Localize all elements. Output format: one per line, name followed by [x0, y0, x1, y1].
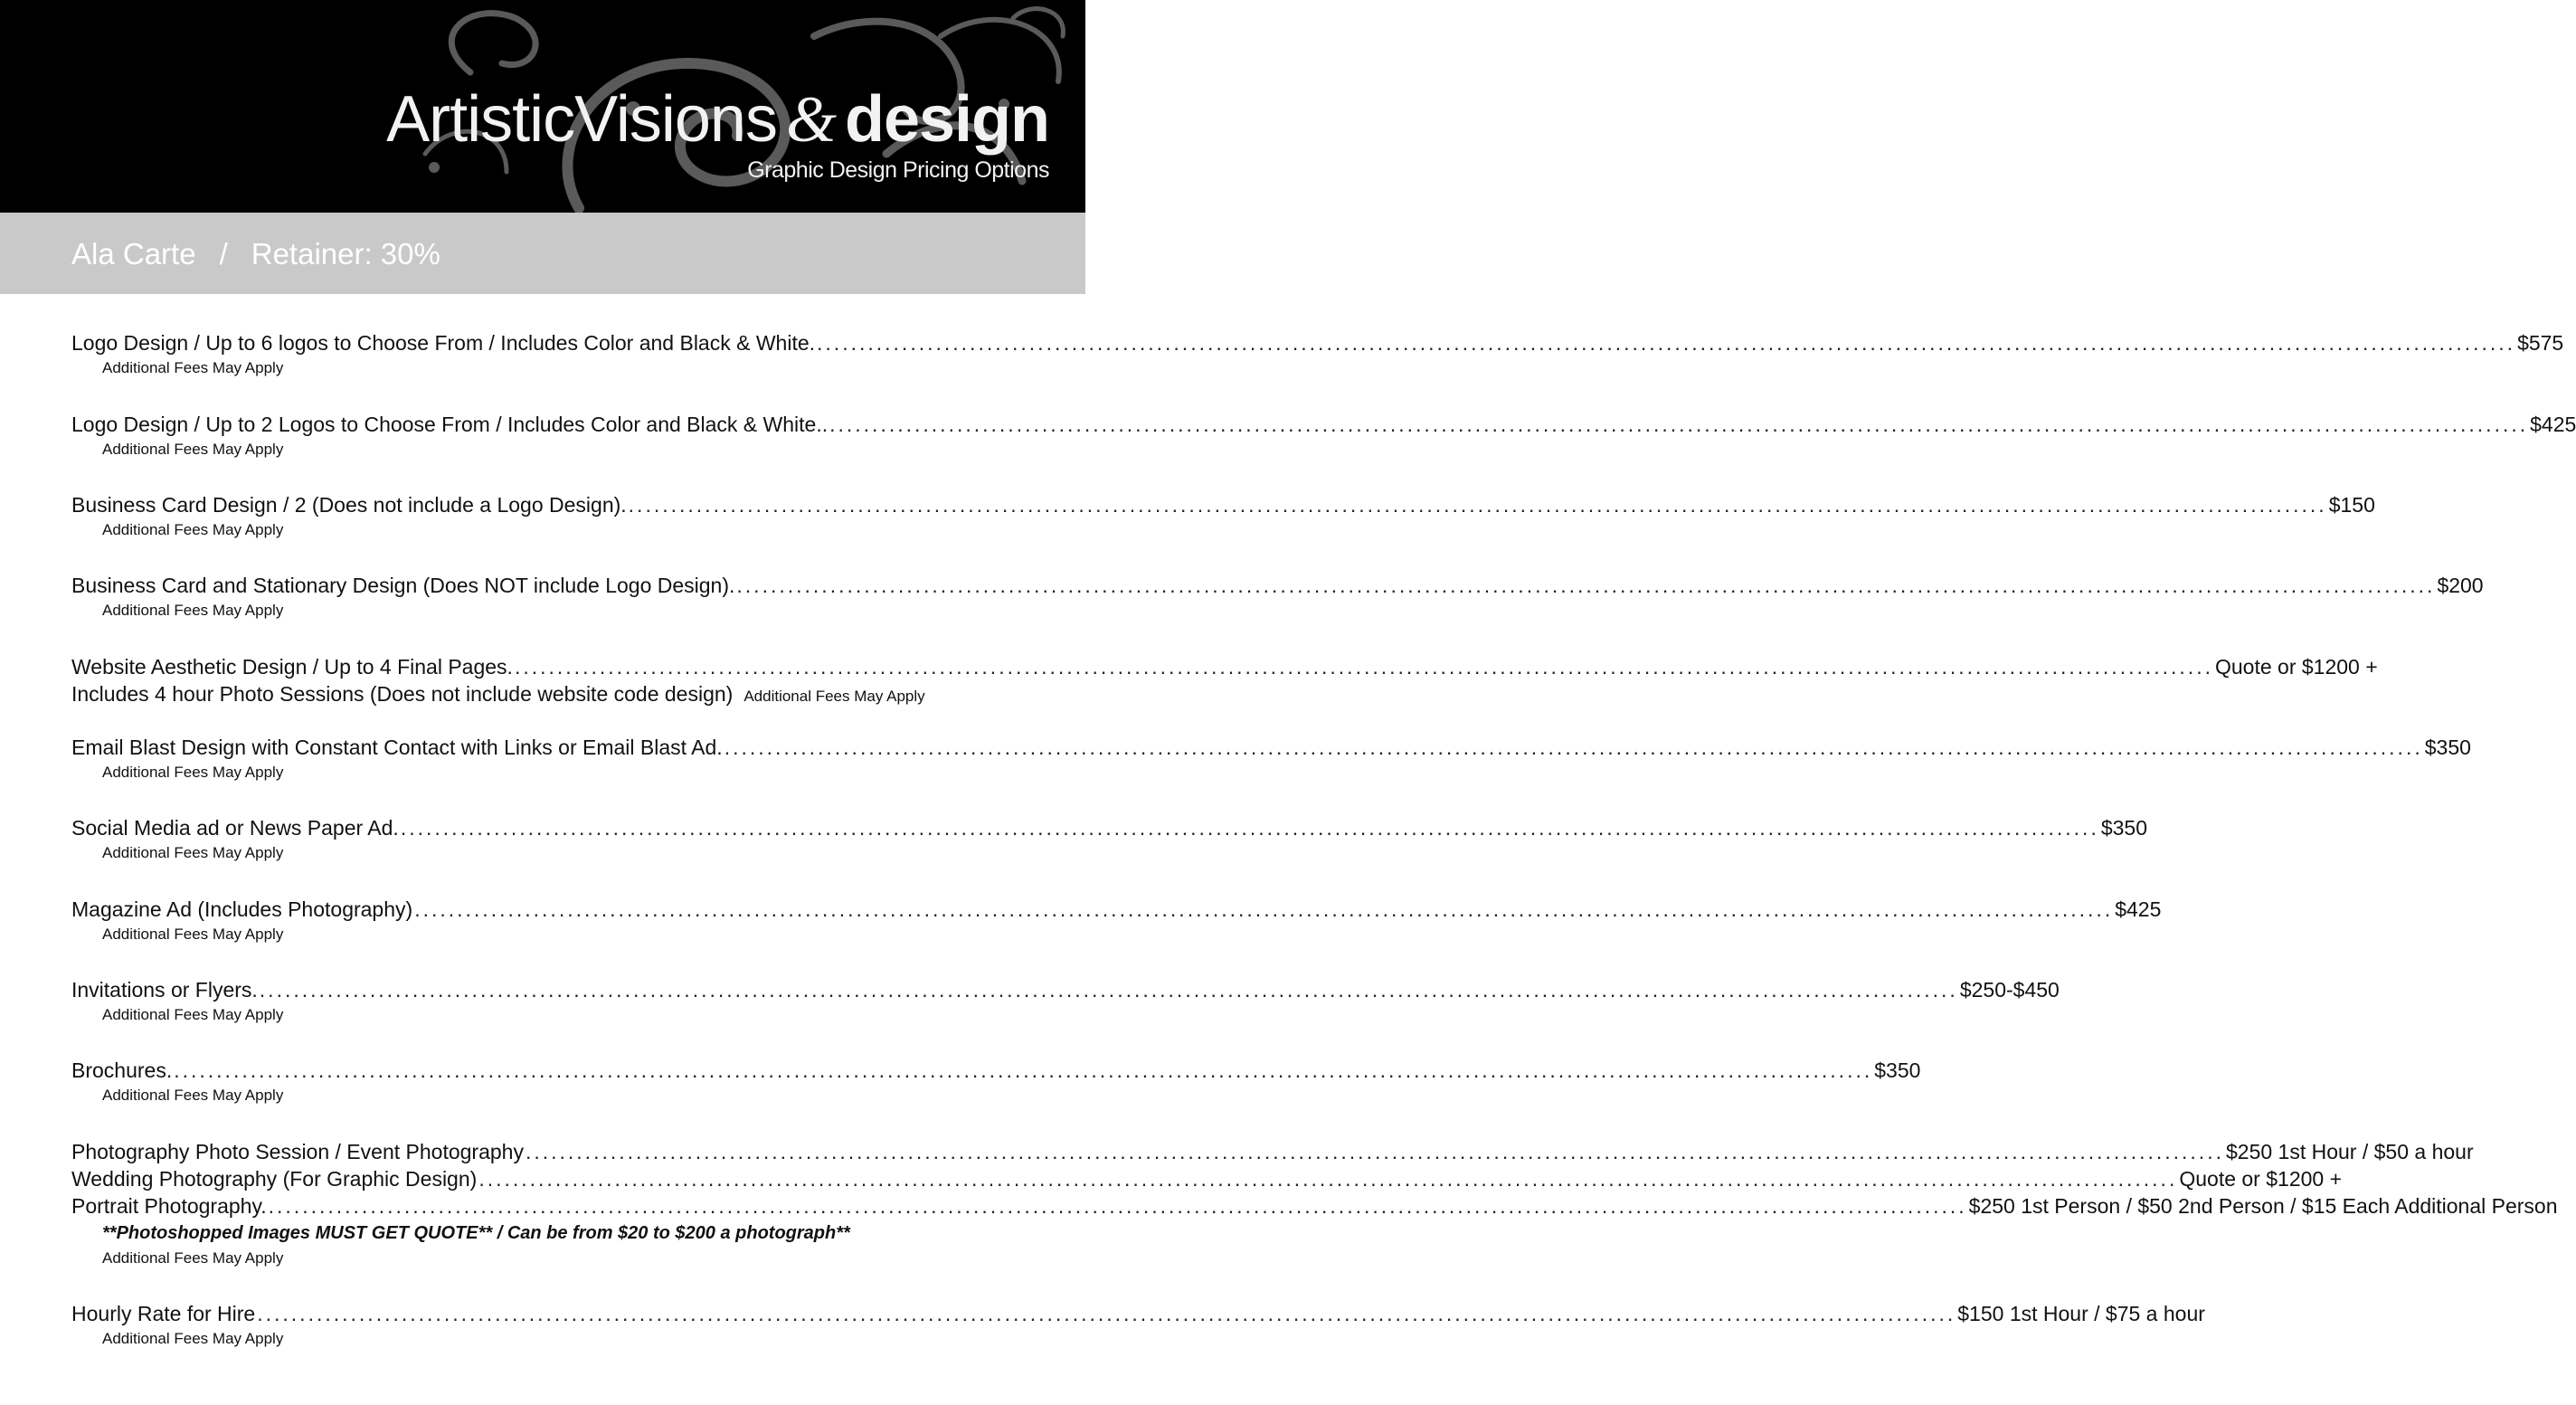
additional-fees-note: Additional Fees May Apply [102, 1087, 284, 1104]
price-item-email-blast [71, 734, 2471, 783]
additional-fees-note: Additional Fees May Apply [102, 441, 284, 458]
leader-dots: ........................................................................................................................................................................................................ [736, 574, 2436, 597]
additional-fees-note: Additional Fees May Apply [102, 1249, 284, 1267]
item-label: Business Card and Stationary Design (Does NOT include Logo Design). [71, 574, 735, 597]
item-label: Business Card Design / 2 (Does not include a Logo Design). [71, 493, 627, 517]
item-price: $350 [2100, 816, 2148, 840]
item-label: Wedding Photography (For Graphic Design) [71, 1167, 478, 1191]
additional-fees-note: Additional Fees May Apply [102, 844, 284, 861]
band-separator: / [219, 237, 228, 271]
price-item-photography [71, 1138, 2558, 1268]
item-price: $250 1st Person / $50 2nd Person / $15 Each Additional Person [1968, 1194, 2558, 1218]
additional-fees-note: Additional Fees May Apply [102, 926, 284, 943]
leader-dots: ........................................................................................................................................................................................................ [478, 1167, 2178, 1191]
item-price: $250-$450 [1959, 978, 2060, 1002]
item-label: Magazine Ad (Includes Photography) [71, 897, 413, 921]
additional-fees-note: Additional Fees May Apply [102, 1330, 284, 1347]
item-price: $250 1st Hour / $50 a hour [2225, 1140, 2474, 1163]
price-item-magazine [71, 896, 2162, 945]
retainer-label: Retainer: 30% [251, 237, 440, 271]
header-banner [0, 0, 1085, 213]
item-price: $200 [2437, 574, 2484, 597]
item-label: Social Media ad or News Paper Ad. [71, 816, 399, 840]
item-label: Logo Design / Up to 2 Logos to Choose From / Includes Color and Black & White.. [71, 413, 829, 436]
item-price: Quote or $1200 + [2214, 655, 2378, 679]
ala-carte-label: Ala Carte [71, 237, 196, 271]
leader-dots: ........................................................................................................................................................................................................ [724, 736, 2423, 759]
additional-fees-note: Additional Fees May Apply [102, 359, 284, 376]
item-price: $425 [2530, 413, 2576, 436]
price-item-hourly [71, 1300, 2205, 1349]
leader-dots: ........................................................................................................................................................................................................ [268, 1194, 1967, 1218]
item-price: Quote or $1200 + [2179, 1167, 2343, 1191]
brand-design: design [844, 83, 1049, 156]
item-label: Email Blast Design with Constant Contact with Links or Email Blast Ad. [71, 736, 723, 759]
item-label: Logo Design / Up to 6 logos to Choose From / Includes Color and Black & White. [71, 331, 816, 355]
leader-dots: ........................................................................................................................................................................................................ [628, 493, 2327, 517]
additional-fees-note: Additional Fees May Apply [102, 521, 284, 538]
item-price: $425 [2115, 897, 2162, 921]
price-item-brochures [71, 1057, 1921, 1106]
photoshop-quote-note: **Photoshopped Images MUST GET QUOTE** / Can be from $20 to $200 a photograph** [102, 1223, 850, 1243]
leader-dots: ........................................................................................................................................................................................................ [514, 655, 2213, 679]
price-item-invitations [71, 976, 2060, 1025]
leader-dots: ........................................................................................................................................................................................................ [414, 897, 2114, 921]
item-price: $575 [2517, 331, 2564, 355]
price-item-website [71, 653, 2378, 707]
price-item-business-card [71, 491, 2375, 540]
item-label: Portrait Photography. [71, 1194, 267, 1218]
brand-logo-text [386, 83, 1049, 156]
item-label: Hourly Rate for Hire [71, 1302, 256, 1325]
brand-artistic: Artistic [386, 83, 575, 156]
price-item-logo-6 [71, 329, 2564, 378]
item-price: $350 [1874, 1058, 1921, 1082]
leader-dots: ........................................................................................................................................................................................................ [817, 331, 2516, 355]
item-label: Brochures. [71, 1058, 173, 1082]
item-price: $150 [2328, 493, 2375, 517]
leader-dots: ........................................................................................................................................................................................................ [525, 1140, 2224, 1163]
price-item-stationary [71, 572, 2484, 621]
brand-ampersand: & [785, 83, 836, 156]
leader-dots: ........................................................................................................................................................................................................ [259, 978, 1958, 1002]
additional-fees-note: Additional Fees May Apply [102, 764, 284, 781]
additional-fees-note: Additional Fees May Apply [743, 688, 925, 705]
item-price: $150 1st Hour / $75 a hour [1957, 1302, 2205, 1325]
pricing-type-title [71, 237, 440, 271]
item-label: Invitations or Flyers. [71, 978, 258, 1002]
additional-fees-note: Additional Fees May Apply [102, 1006, 284, 1023]
price-item-social-media [71, 814, 2148, 863]
brand-visions: Visions [574, 83, 777, 156]
header-subtitle: Graphic Design Pricing Options [747, 157, 1049, 183]
additional-fees-note: Additional Fees May Apply [102, 602, 284, 619]
leader-dots: ........................................................................................................................................................................................................ [400, 816, 2099, 840]
leader-dots: ........................................................................................................................................................................................................ [829, 413, 2529, 436]
leader-dots: ........................................................................................................................................................................................................ [257, 1302, 1956, 1325]
price-item-logo-2 [71, 411, 2576, 460]
item-label: Website Aesthetic Design / Up to 4 Final Pages. [71, 655, 513, 679]
leader-dots: ........................................................................................................................................................................................................ [174, 1058, 1873, 1082]
item-detail: Includes 4 hour Photo Sessions (Does not include website code design) [71, 682, 734, 706]
item-price: $350 [2424, 736, 2471, 759]
item-label: Photography Photo Session / Event Photography [71, 1140, 524, 1163]
